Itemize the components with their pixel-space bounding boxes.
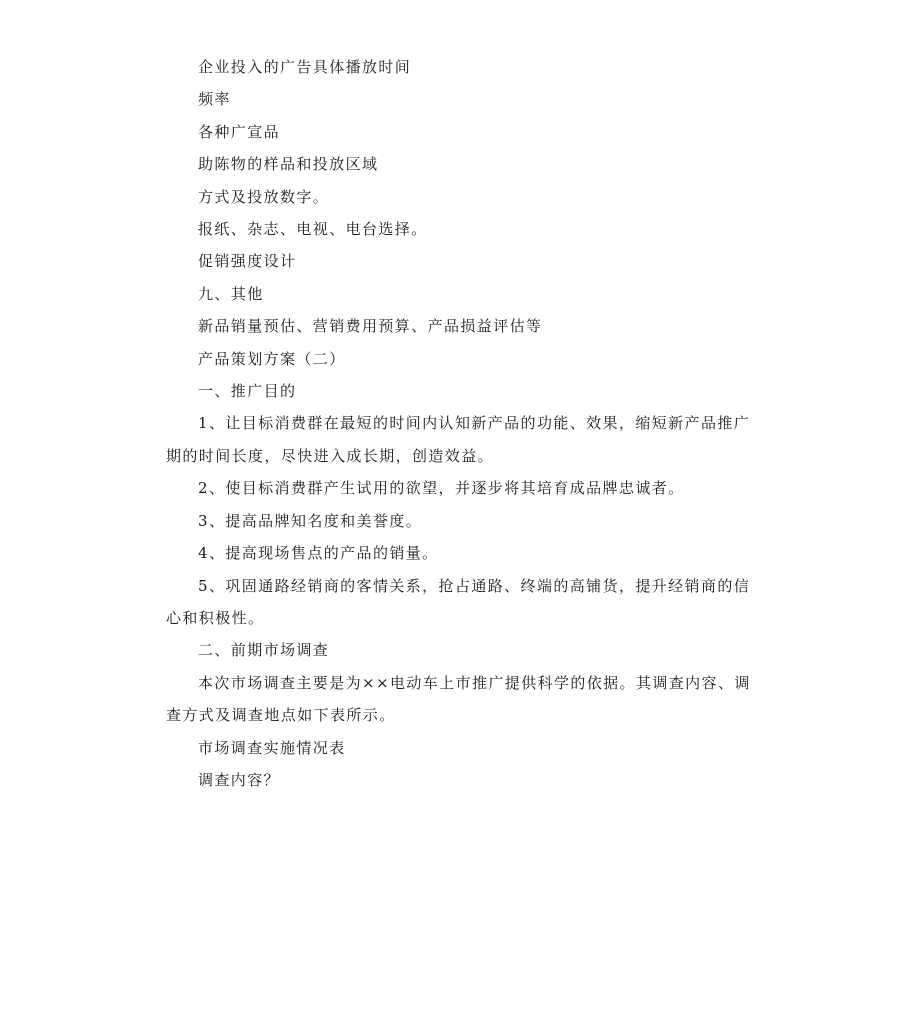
paragraph-media-selection: 报纸、杂志、电视、电台选择。 [198,220,428,239]
paragraph-placement-method: 方式及投放数字。 [198,187,330,206]
list-item-goal-3: 3、提高品牌知名度和美誉度。 [198,511,423,530]
paragraph-forecasts: 新品销量预估、营销费用预算、产品损益评估等 [198,317,543,336]
table-title-research: 市场调查实施情况表 [198,738,346,757]
heading-section-nine: 九、其他 [198,284,264,303]
paragraph-promotion-intensity: 促销强度设计 [198,252,297,271]
document-body [166,51,760,796]
list-item-goal-2: 2、使目标消费群产生试用的欲望，并逐步将其培育成品牌忠诚者。 [198,479,685,498]
list-item-goal-5: 5、巩固通路经销商的客情关系，抢占通路、终端的高铺货，提升经销商的信心和积极性。 [166,576,751,627]
paragraph-frequency: 频率 [198,90,231,109]
heading-plan-two: 产品策划方案（二） [198,349,346,368]
paragraph-research-content: 调查内容？ [198,770,281,789]
paragraph-promo-materials: 各种广宣品 [198,122,281,141]
paragraph-display-samples: 助陈物的样品和投放区域 [198,155,379,174]
heading-promotion-goals: 一、推广目的 [198,382,297,401]
list-item-goal-4: 4、提高现场售点的产品的销量。 [198,544,439,563]
paragraph-ad-schedule: 企业投入的广告具体播放时间 [198,58,412,76]
list-item-goal-1: 1、让目标消费群在最短的时间内认知新产品的功能、效果，缩短新产品推广期的时间长度，尽快进入成长期，创造效益。 [166,414,751,465]
paragraph-research-purpose: 本次市场调查主要是为××电动车上市推广提供科学的依据。其调查内容、调查方式及调查地点如下表所示。 [166,673,751,725]
heading-market-research: 二、前期市场调查 [198,641,330,660]
